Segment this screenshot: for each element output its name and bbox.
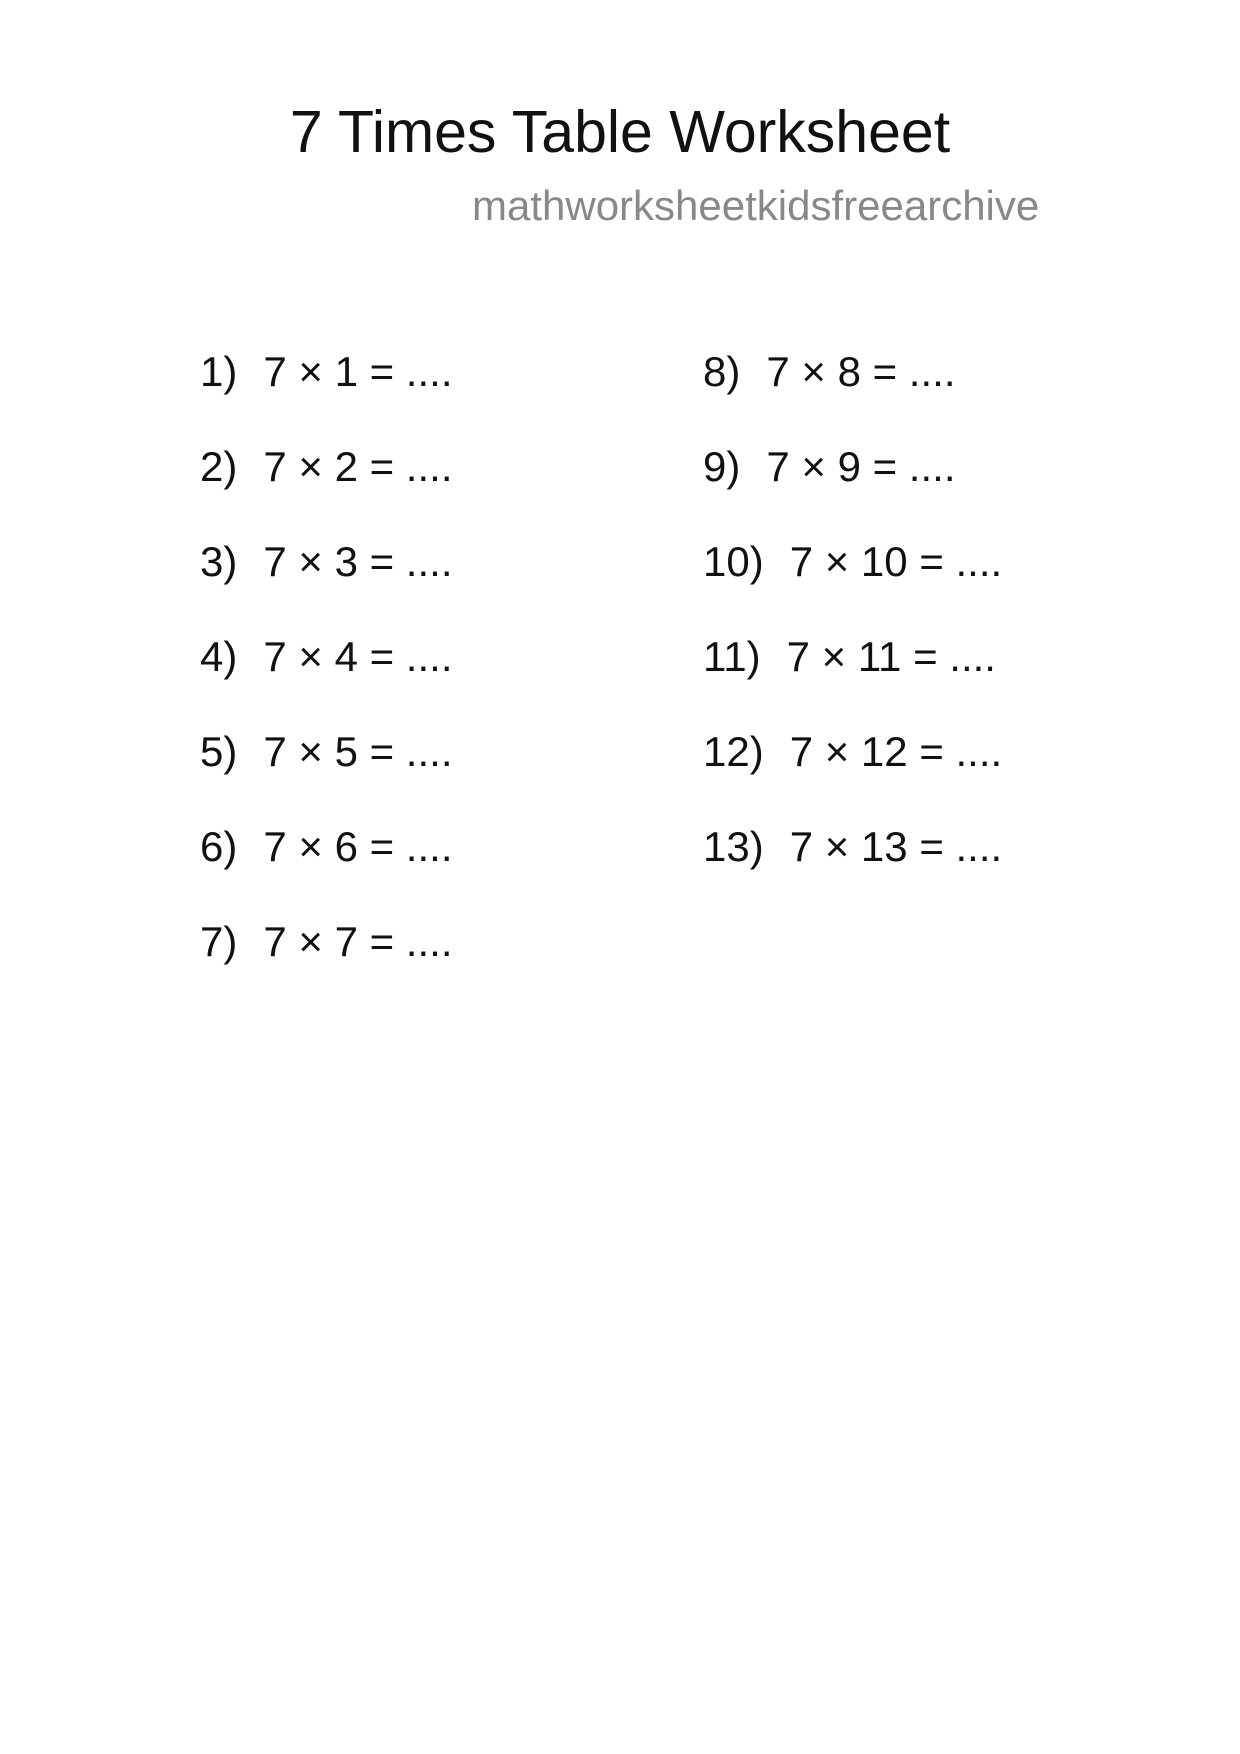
problem-item [703,346,1002,441]
problem-item [703,726,1002,821]
problem-item [200,821,452,916]
problem-expression: 7 × 1 = .... [263,348,453,395]
problem-number: 13) [703,823,764,870]
problem-expression: 7 × 8 = .... [766,348,956,395]
problem-item [200,916,452,1011]
problem-number: 4) [200,633,238,680]
problem-number: 10) [703,538,764,585]
problem-expression: 7 × 6 = .... [263,823,453,870]
problem-number: 7) [200,918,238,965]
problem-item [703,821,1002,916]
problem-expression: 7 × 9 = .... [766,443,956,490]
problem-number: 9) [703,443,741,490]
problem-item [200,346,452,441]
problem-expression: 7 × 11 = .... [786,633,996,680]
problem-number: 3) [200,538,238,585]
problem-item [200,441,452,536]
problem-item [200,536,452,631]
source-label: mathworksheetkidsfreearchive [472,182,1040,229]
problem-number: 12) [703,728,764,775]
problem-expression: 7 × 4 = .... [263,633,453,680]
problem-number: 1) [200,348,238,395]
problem-number: 8) [703,348,741,395]
problem-item [200,726,452,821]
problem-expression: 7 × 5 = .... [263,728,453,775]
problem-number: 5) [200,728,238,775]
problem-expression: 7 × 7 = .... [263,918,453,965]
problem-expression: 7 × 3 = .... [263,538,453,585]
problem-item [703,536,1002,631]
problem-number: 2) [200,443,238,490]
problems-right-column [703,346,1002,916]
problem-expression: 7 × 13 = .... [789,823,1003,870]
problems-left-column [200,346,452,1011]
problem-number: 6) [200,823,238,870]
problem-item [703,631,1002,726]
problem-item [703,441,1002,536]
problem-expression: 7 × 2 = .... [263,443,453,490]
problem-expression: 7 × 12 = .... [789,728,1003,775]
problem-expression: 7 × 10 = .... [789,538,1003,585]
page-title: 7 Times Table Worksheet [289,99,951,165]
problem-number: 11) [703,633,761,680]
problem-item [200,631,452,726]
